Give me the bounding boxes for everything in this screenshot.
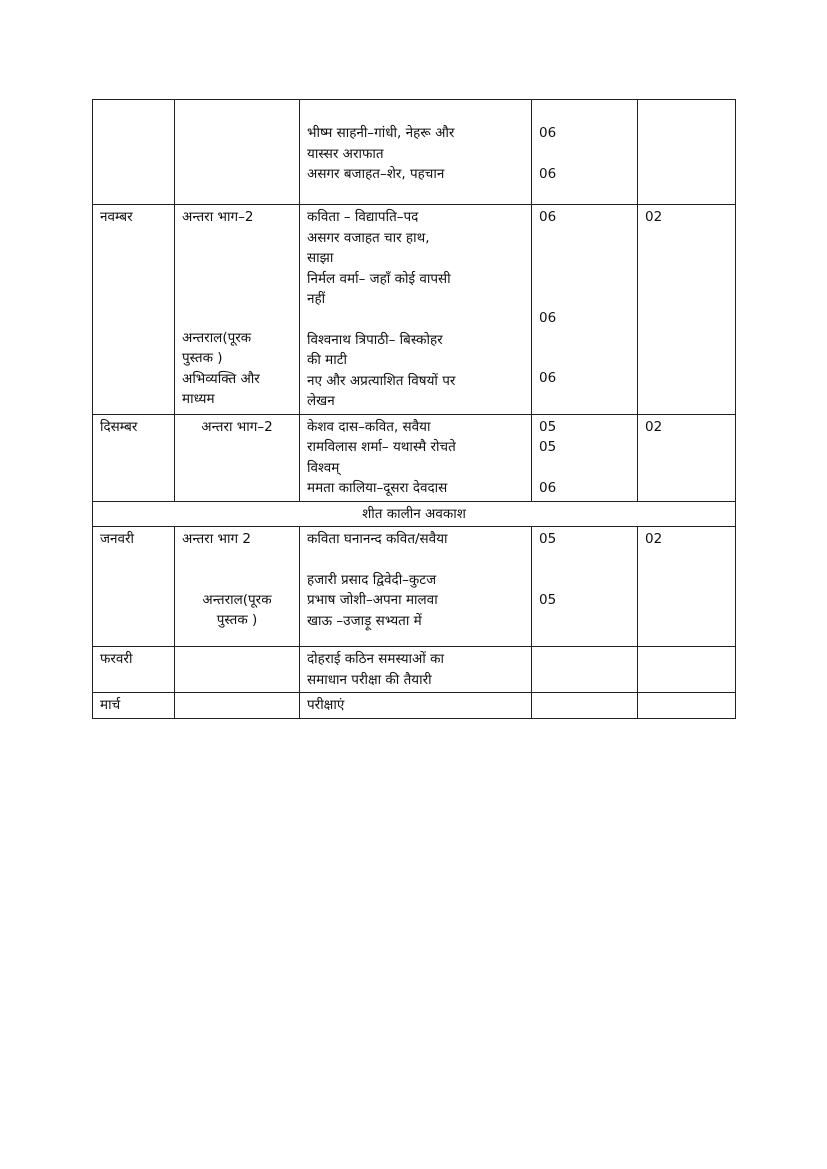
topic-line: कविता – विद्यापति–पद [307,209,419,225]
month-cell: फरवरी [93,647,175,693]
book-cell [175,693,300,719]
month-cell: नवम्बर [93,205,175,415]
book-line: माध्यम [182,391,215,407]
topic-line: साझा [307,250,334,266]
period-value: 06 [539,370,557,386]
book-line: पुस्तक ) [216,612,258,628]
topic-line: भीष्म साहनी–गांधी, नेहरू और [307,125,455,141]
month-cell: मार्च [93,693,175,719]
book-line: अन्तराल(पूरक [202,591,272,608]
table-row [93,527,736,647]
topic-line: समाधान परीक्षा की तैयारी [307,671,432,688]
topic-line: रामविलास शर्मा– यथास्मै रोचते [307,439,456,455]
periods-cell [532,647,638,693]
topic-line: कविता घनानन्द कवित/सवैया [307,531,448,547]
syllabus-table [92,99,736,719]
table-row [93,205,736,415]
month-cell [93,100,175,205]
marks-cell [638,693,736,719]
topic-line: हजारी प्रसाद द्विवेदी–कुटज [307,571,437,588]
period-value: 06 [539,209,557,225]
book-line: अन्तरा भाग 2 [182,531,251,547]
periods-cell [532,100,638,205]
book-cell [175,527,300,647]
book-cell [175,100,300,205]
period-value: 05 [539,418,557,435]
period-value: 06 [539,165,557,182]
topic-line: की माटी [307,352,348,368]
topics-cell [300,414,532,501]
topic-line: विश्वनाथ त्रिपाठी– बिस्कोहर [307,331,443,348]
periods-cell [532,414,638,501]
topic-line: परीक्षाएं [307,697,345,713]
topic-line: नए और अप्रत्याशित विषयों पर [307,372,456,389]
month-cell: जनवरी [93,527,175,647]
book-line: अभिव्यक्ति और [182,370,260,387]
topic-line: दोहराई कठिन समस्याओं का [307,651,444,667]
month-cell: दिसम्बर [93,414,175,501]
topic-line: खाऊ –उजाड़ू सभ्यता में [307,612,422,629]
table-row [93,501,736,527]
topic-line: प्रभाष जोशी–अपना मालवा [307,592,438,608]
book-line: अन्तरा भाग–2 [201,418,273,435]
book-line: पुस्तक ) [182,350,223,366]
marks-cell: 02 [638,527,736,647]
period-value: 06 [539,479,557,496]
book-line: अन्तरा भाग–2 [182,209,254,225]
table-row [93,100,736,205]
topic-line: निर्मल वर्मा– जहाँ कोई वापसी [307,270,451,287]
topics-cell [300,647,532,693]
period-value: 06 [539,125,557,141]
topic-line: नहीं [307,291,326,307]
book-cell [175,414,300,501]
periods-cell [532,527,638,647]
table-row [93,693,736,719]
marks-cell: 02 [638,414,736,501]
topic-line: विश्वम् [307,459,340,476]
topic-line: असगर वजाहत चार हाथ, [307,229,430,246]
topic-line: असगर बजाहत–शेर, पहचान [307,166,445,182]
marks-cell [638,100,736,205]
vacation-banner: शीत कालीन अवकाश [93,501,736,527]
topics-cell [300,205,532,415]
topic-line: यास्सर अराफात [307,145,384,162]
book-cell [175,205,300,415]
topics-cell [300,693,532,719]
topic-line: लेखन [307,393,335,409]
topics-cell [300,100,532,205]
period-value: 05 [539,439,557,455]
periods-cell [532,693,638,719]
periods-cell [532,205,638,415]
book-line: अन्तराल(पूरक [182,329,252,346]
period-value: 05 [539,591,557,608]
topic-line: केशव दास–कवित, सवैया [307,418,431,435]
table-row [93,414,736,501]
table-row [93,647,736,693]
period-value: 05 [539,531,557,547]
book-cell [175,647,300,693]
topic-line: ममता कालिया–दूसरा देवदास [307,480,448,496]
period-value: 06 [539,309,557,326]
marks-cell: 02 [638,205,736,415]
topics-cell [300,527,532,647]
marks-cell [638,647,736,693]
